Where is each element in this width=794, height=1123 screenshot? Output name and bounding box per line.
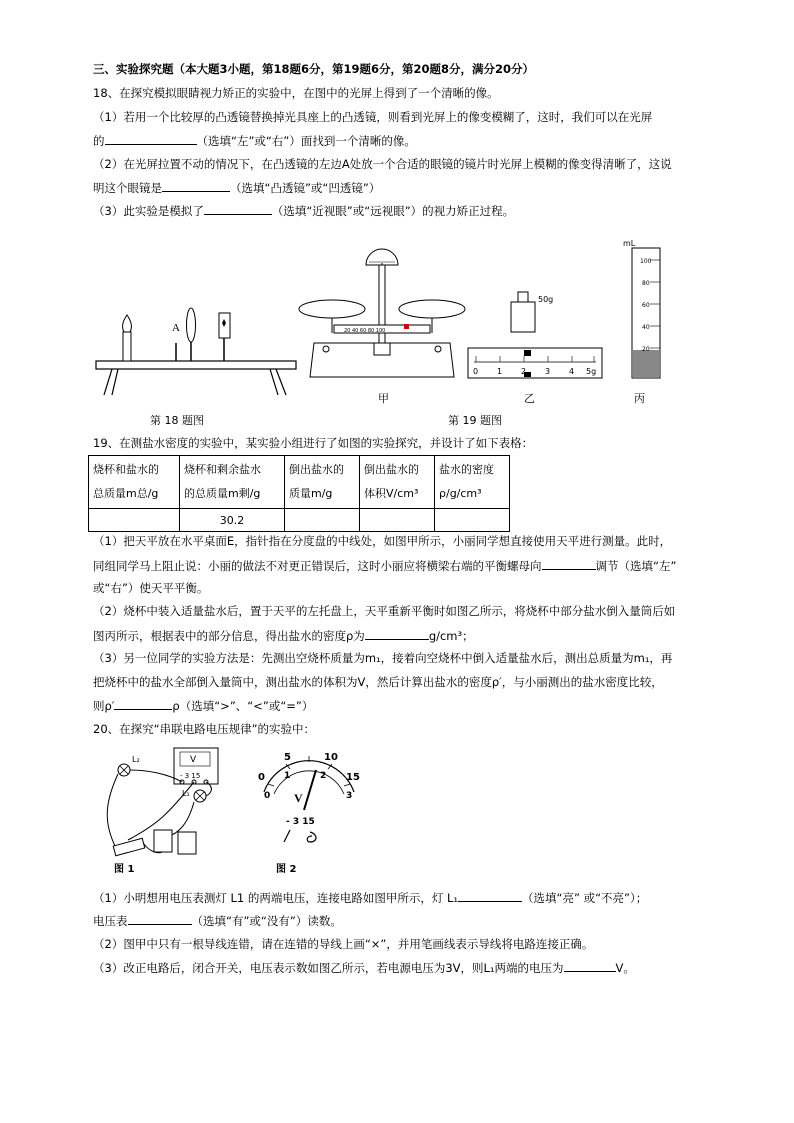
data-table xyxy=(88,455,510,532)
section-title: 三、实验探究题（本大题3小题，第18题6分，第19题6分，第20题8分，满分20分） xyxy=(93,62,535,76)
l2-label: L₂ xyxy=(132,755,140,764)
ruler-tick: 1 xyxy=(497,367,503,376)
q19-part1-prefix: 同组同学马上阻止说：小丽的做法不对更正错误后，这时小丽应将横梁右端的平衡螺母向 xyxy=(93,559,542,573)
q18-part2-prefix: 明这个眼镜是 xyxy=(93,181,162,195)
fig2-caption: 图 2 xyxy=(276,864,297,875)
table-row xyxy=(89,509,510,532)
dial-v-label: V xyxy=(294,791,303,805)
q19-part2-prefix: 图丙所示，根据表中的部分信息，得出盐水的密度ρ为 xyxy=(93,629,365,643)
answer-blank[interactable] xyxy=(162,180,230,192)
dial-terminals: - 3 15 xyxy=(286,817,315,827)
answer-blank[interactable] xyxy=(128,913,192,925)
dial-inner-tick: 3 xyxy=(346,791,353,801)
q19-part3-suffix: ρ（选填“>”、“<”或“=”） xyxy=(172,699,314,713)
q19-part1-suffix: 调节（选填“左” xyxy=(595,559,677,573)
graduated-cylinder-figure xyxy=(622,236,668,384)
q18-part2-suffix: （选填“凸透镜”或“凹透镜”） xyxy=(230,181,381,195)
q18-part1-line2 xyxy=(93,133,416,149)
ruler-tick: 0 xyxy=(473,367,479,376)
dial-inner-tick: 0 xyxy=(264,791,271,801)
table-header-cell: 烧杯和盐水的 总质量m总/g xyxy=(89,456,180,509)
q19-part1-line3: 或“右”）使天平平衡。 xyxy=(93,581,209,595)
fig-jia-label: 甲 xyxy=(378,392,389,405)
label-a: A xyxy=(172,322,180,334)
table-header-cell: 盐水的密度 ρ/g/cm³ xyxy=(435,456,510,509)
q20-part1-line2 xyxy=(93,913,342,929)
circuit-figure xyxy=(98,744,233,880)
q19-part1-line1: （1）把天平放在水平桌面E，指针指在分度盘的中线处，如图甲所示，小丽同学想直接使用天平进行测量。此时， xyxy=(93,534,672,548)
q20-part1-suffix: （选填“亮” 或“不亮”）； xyxy=(522,891,648,905)
answer-blank[interactable] xyxy=(564,960,616,972)
q19-stem: 19、在测盐水密度的实验中，某实验小组进行了如图的实验探究，并设计了如下表格： xyxy=(93,436,534,450)
q19-part2-line1: （2）烧杯中装入适量盐水后，置于天平的左托盘上，天平重新平衡时如图乙所示，将烧杯中部分盐水倒入量筒后如 xyxy=(93,604,676,618)
q19-part3-line2: 把烧杯中的盐水全部倒入量筒中，测出盐水的体积为V，然后计算出盐水的密度ρ′，与小丽测出的盐水密度比较， xyxy=(93,675,663,689)
fig19-caption: 第 19 题图 xyxy=(448,414,502,427)
q19-part2-line2 xyxy=(93,628,474,644)
answer-blank[interactable] xyxy=(542,558,596,570)
q20-part3-suffix: V。 xyxy=(615,961,635,975)
answer-blank[interactable] xyxy=(365,628,429,640)
dial-inner-tick: 2 xyxy=(320,771,327,781)
table-header-cell: 烧杯和剩余盐水 的总质量m剩/g xyxy=(180,456,285,509)
answer-blank[interactable] xyxy=(105,133,197,145)
q19-part1-line2 xyxy=(93,558,676,574)
fig18-caption: 第 18 题图 xyxy=(150,414,204,427)
table-header-row xyxy=(89,456,510,509)
optical-bench-figure xyxy=(92,295,302,400)
fig1-caption: 图 1 xyxy=(114,864,135,875)
dial-outer-tick: 5 xyxy=(284,752,291,763)
q20-part3-prefix: （3）改正电路后，闭合开关，电压表示数如图乙所示，若电源电压为3V，则L₁两端的电压为 xyxy=(93,961,564,975)
table-cell: 30.2 xyxy=(180,509,285,532)
table-header-cell: 倒出盐水的 质量m/g xyxy=(285,456,360,509)
q18-part3-prefix: （3）此实验是模拟了 xyxy=(93,204,204,218)
q19-part3-line3 xyxy=(93,698,313,714)
answer-blank[interactable] xyxy=(114,698,172,710)
q20-part1b-prefix: 电压表 xyxy=(93,914,128,928)
ml-label: mL xyxy=(623,239,636,248)
balance-figure xyxy=(296,237,468,387)
scale-numbers: 20 40 60 80 100 xyxy=(344,328,386,334)
q20-part3 xyxy=(93,960,635,976)
weight-label: 50g xyxy=(538,295,554,304)
dial-inner-tick: 1 xyxy=(284,771,291,781)
q18-part1-line1: （1）若用一个比较厚的凸透镜替换掉光具座上的凸透镜，则看到光屏上的像变模糊了，这时，我们可以在光屏 xyxy=(93,110,653,124)
q18-part1-prefix: 的 xyxy=(93,134,105,148)
table-header-cell: 倒出盐水的 体积V/cm³ xyxy=(360,456,435,509)
table-cell[interactable] xyxy=(89,509,180,532)
table-cell[interactable] xyxy=(360,509,435,532)
ruler-tick: 4 xyxy=(569,367,575,376)
cylinder-tick: 40 xyxy=(642,324,650,331)
q20-part1b-suffix: （选填“有”或“没有”）读数。 xyxy=(191,914,342,928)
voltmeter-v-label: V xyxy=(190,755,197,765)
dial-outer-tick: 15 xyxy=(346,772,360,783)
q18-part3 xyxy=(93,203,514,219)
answer-blank[interactable] xyxy=(204,203,272,215)
q19-part3-line1: （3）另一位同学的实验方法是：先测出空烧杯质量为m₁，接着向空烧杯中倒入适量盐水后，测出总质量为m₁，再 xyxy=(93,651,673,665)
ruler-tick: 5g xyxy=(586,367,597,376)
q18-part2-line2 xyxy=(93,180,380,196)
dial-outer-tick: 0 xyxy=(258,772,265,783)
fig-yi-label: 乙 xyxy=(524,392,535,405)
table-cell[interactable] xyxy=(435,509,510,532)
table-cell[interactable] xyxy=(285,509,360,532)
cylinder-tick: 20 xyxy=(642,346,650,353)
dial-outer-tick: 10 xyxy=(324,752,338,763)
ruler-tick: 2 xyxy=(521,367,527,376)
q18-part2-line1: （2）在光屏拉置不动的情况下，在凸透镜的左边A处放一个合适的眼镜的镜片时光屏上模糊的像变得清晰了，这说 xyxy=(93,157,672,171)
q18-stem: 18、在探究模拟眼睛视力矫正的实验中，在图中的光屏上得到了一个清晰的像。 xyxy=(93,86,499,100)
q19-part2-suffix: g/cm³； xyxy=(428,629,474,643)
q20-part1-line1 xyxy=(93,890,647,906)
q20-part2: （2）图甲中只有一根导线连错，请在连错的导线上画“×”，并用笔画线表示导线将电路连接正确。 xyxy=(93,937,594,951)
q18-part3-suffix: （选填“近视眼”或“远视眼”）的视力矫正过程。 xyxy=(271,204,515,218)
answer-blank[interactable] xyxy=(458,890,522,902)
q20-stem: 20、在探究“串联电路电压规律”的实验中： xyxy=(93,722,316,736)
weight-scale-figure xyxy=(466,286,606,386)
l1-label: L₁ xyxy=(182,789,190,798)
fig-bing-label: 丙 xyxy=(634,392,645,405)
voltmeter-terminals: - 3 15 xyxy=(180,772,201,780)
cylinder-tick: 100 xyxy=(640,258,652,265)
q20-part1-prefix: （1）小明想用电压表测灯 L1 的两端电压，连接电路如图甲所示，灯 L₁ xyxy=(93,891,459,905)
voltmeter-dial-figure xyxy=(254,746,364,880)
ruler-tick: 3 xyxy=(545,367,551,376)
cylinder-tick: 80 xyxy=(642,280,650,287)
q18-part1-suffix: （选填“左”或“右”）面找到一个清晰的像。 xyxy=(196,134,416,148)
cylinder-tick: 60 xyxy=(642,302,650,309)
q19-part3-prefix: 则ρ′ xyxy=(93,699,115,713)
